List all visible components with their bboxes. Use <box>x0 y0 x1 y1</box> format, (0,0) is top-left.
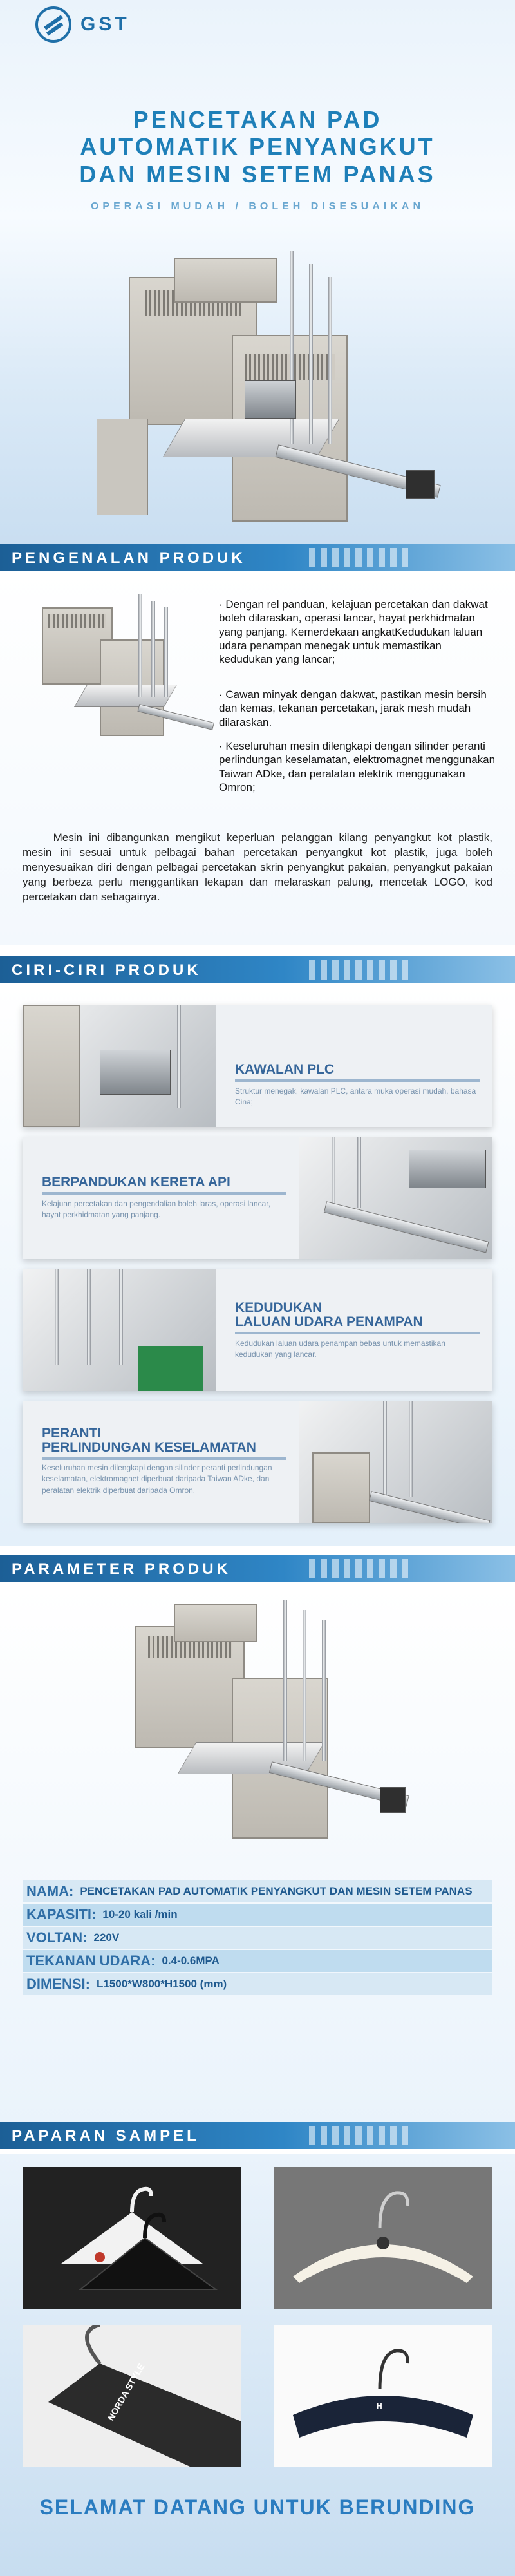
feature-card-buffer <box>23 1269 492 1391</box>
feature-rule <box>235 1079 480 1082</box>
brand-name: GST <box>80 14 130 35</box>
features-section <box>0 985 515 1546</box>
section-header-samples <box>0 2122 515 2149</box>
sample-photo-4 <box>274 2325 492 2467</box>
intro-paragraph: Mesin ini dibangunkan mengikut keperluan pelanggan kilang penyangkut kot plastik, mesin ini sesuai untuk pelbagai bahan percetakan penyangkut kot plastik, juga boleh menyesuaikan diri dengan pelbagai percetakan skrin penyangkut pakaian, penyangkut pakaian yang berbeza perlu menggantikan lekapan dan melaraskan palung, mencetak LOGO, kod percetakan dan sebagainya. <box>23 831 492 903</box>
hero-title-line: AUTOMATIK PENYANGKUT <box>80 133 435 160</box>
intro-bullet: · Cawan minyak dengan dakwat, pastikan mesin bersih dan kemas, tekanan percetakan, jarak mesh mudah dilaraskan. <box>219 688 487 728</box>
brand-logo-icon <box>35 6 71 43</box>
section-title: PENGENALAN PRODUK <box>12 549 246 567</box>
feature-rule <box>42 1457 286 1460</box>
section-stripes <box>309 548 412 567</box>
feature-card-safety <box>23 1401 492 1523</box>
feature-desc: Kedudukan laluan udara penampan bebas untuk memastikan kedudukan yang lancar. <box>235 1339 445 1359</box>
feature-rule <box>42 1192 286 1195</box>
feature-title-line: PERANTI <box>42 1426 102 1441</box>
param-row <box>23 1880 492 1902</box>
params-section <box>0 1587 515 2128</box>
section-title: PARAMETER PRODUK <box>12 1560 231 1578</box>
param-value: 10-20 kali /min <box>102 1908 178 1920</box>
feature-title-line: LALUAN UDARA PENAMPAN <box>235 1314 423 1330</box>
feature-desc: Struktur menegak, kawalan PLC, antara muka operasi mudah, bahasa Cina; <box>235 1086 476 1107</box>
hero-machine-image <box>84 251 444 535</box>
hero-title <box>0 106 515 188</box>
sample-photo-3 <box>23 2325 241 2467</box>
sample-print-mark: H <box>377 2401 382 2410</box>
feature-card-plc <box>23 1005 492 1127</box>
feature-title <box>235 1301 423 1329</box>
feature-title: KAWALAN PLC <box>235 1062 334 1077</box>
section-stripes <box>309 1559 412 1578</box>
param-key: KAPASITI: <box>26 1906 97 1922</box>
param-value: L1500*W800*H1500 (mm) <box>97 1978 227 1990</box>
feature-title-line: PERLINDUNGAN KESELAMATAN <box>42 1440 256 1455</box>
param-row <box>23 1904 492 1926</box>
hero-subtitle: OPERASI MUDAH / BOLEH DISESUAIKAN <box>90 201 425 212</box>
section-header-intro <box>0 544 515 571</box>
section-header-params <box>0 1555 515 1582</box>
param-row <box>23 1973 492 1995</box>
sample-print-text: NORDA STYLE <box>105 2362 147 2423</box>
hero-banner <box>0 0 515 544</box>
param-row <box>23 1950 492 1972</box>
param-key: VOLTAN: <box>26 1929 88 1946</box>
param-key: DIMENSI: <box>26 1976 90 1992</box>
param-key: TEKANAN UDARA: <box>26 1953 156 1969</box>
param-value: PENCETAKAN PAD AUTOMATIK PENYANGKUT DAN MESIN SETEM PANAS <box>80 1885 473 1897</box>
hero-title-line: DAN MESIN SETEM PANAS <box>79 160 436 187</box>
feature-title-line: KEDUDUKAN <box>235 1300 323 1315</box>
sample-photo-2 <box>274 2167 492 2309</box>
feature-card-rail <box>23 1137 492 1259</box>
sample-photo-1 <box>23 2167 241 2309</box>
section-title: CIRI-CIRI PRODUK <box>12 961 201 979</box>
params-machine-image <box>109 1600 412 1845</box>
intro-machine-image <box>29 594 216 743</box>
section-stripes <box>309 960 412 980</box>
closing-cta: SELAMAT DATANG UNTUK BERUNDING <box>39 2496 476 2519</box>
intro-bullet: · Dengan rel panduan, kelajuan percetakan dan dakwat boleh dilaraskan, operasi lancar, hayat perkhidmatan yang panjang. Kemerdekaan angkatKedudukan laluan udara penampan menegak untuk memastikan kedudukan yang lancar; <box>219 598 488 665</box>
feature-rule <box>235 1332 480 1334</box>
param-value: 0.4-0.6MPA <box>162 1955 220 1967</box>
feature-title <box>42 1426 256 1455</box>
param-value: 220V <box>93 1931 120 1944</box>
feature-desc: Kelajuan percetakan dan pengendalian boleh laras, operasi lancar, hayat perkhidmatan yang panjang. <box>42 1199 270 1220</box>
section-header-features <box>0 956 515 983</box>
brand-logo[interactable] <box>35 6 130 43</box>
hero-title-line: PENCETAKAN PAD <box>133 106 382 133</box>
param-row <box>23 1927 492 1949</box>
feature-title: BERPANDUKAN KERETA API <box>42 1175 230 1189</box>
section-stripes <box>309 2126 412 2145</box>
section-title: PAPARAN SAMPEL <box>12 2127 200 2145</box>
feature-desc: Keseluruhan mesin dilengkapi dengan silinder peranti perlindungan keselamatan, elektromagnet diperbuat daripada Taiwan ADke, dan peralatan elektrik diperbuat daripada Omron. <box>42 1463 272 1495</box>
intro-bullet: · Keseluruhan mesin dilengkapi dengan silinder peranti perlindungan keselamatan, elektromagnet menggunakan Taiwan ADke, dan peralatan elektrik menggunakan Omron; <box>219 740 496 793</box>
param-key: NAMA: <box>26 1883 74 1899</box>
